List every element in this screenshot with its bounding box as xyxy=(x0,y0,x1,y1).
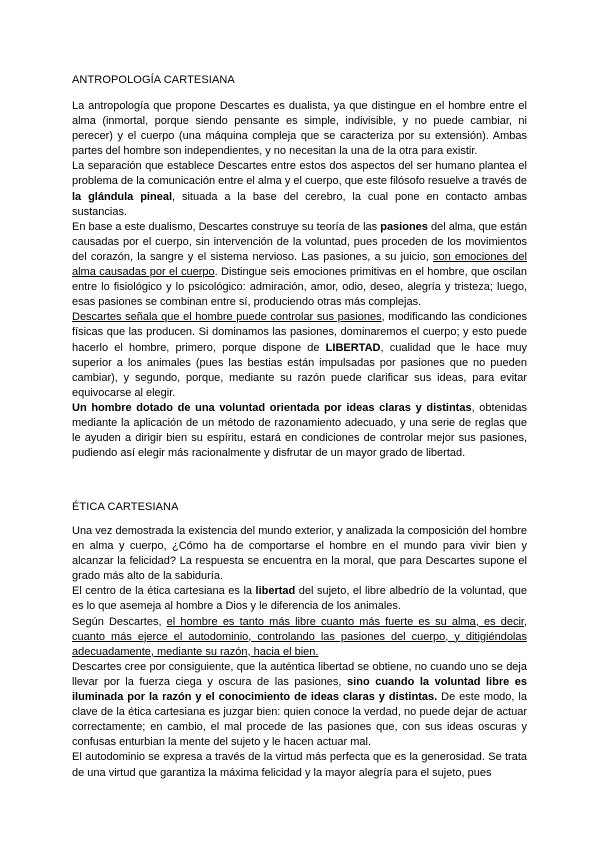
paragraph-text: La separación que establece Descartes entre estos dos aspectos del ser humano plantea el problema de la comunicación entre el alma y el cuerpo, que este filósofo resuelve a través de xyxy=(72,160,527,188)
paragraph-text: Descartes cree por consiguiente, que la auténtica libertad se obtiene, no cuando uno se deja llevar por la fuerza ciega y oscura de las pasiones, xyxy=(72,660,527,688)
paragraph xyxy=(72,524,527,584)
paragraph xyxy=(72,401,527,461)
paragraph xyxy=(72,660,527,751)
paragraph-text: Según Descartes, xyxy=(72,615,167,628)
paragraph-text: del sujeto, el libre albedrío de la voluntad, que es lo que asemeja al hombre a Dios y le diferencia de los animales. xyxy=(72,585,527,613)
section-body-etica xyxy=(72,524,527,781)
paragraph xyxy=(72,310,527,401)
paragraph-text: , situada a la base del cerebro, la cual pone en contacto ambas sustancias. xyxy=(72,190,528,218)
underlined-text: Descartes señala que el hombre puede controlar sus pasiones xyxy=(72,311,382,324)
bold-text: la glándula pineal xyxy=(72,190,172,203)
paragraph-text: En base a este dualismo, Descartes construye su teoría de las xyxy=(72,220,381,233)
paragraph-text: , modificando las condiciones físicas que las producen. Si dominamos las pasiones, dominaremos el cuerpo; y esto puede hacerlo el hombre, primero, porque dispone de xyxy=(72,311,527,354)
bold-text: LIBERTAD xyxy=(325,341,381,354)
paragraph-text: , cualidad que le hace muy superior a los animales (pues las bestias están impulsadas por pasiones que no pueden cambiar), y segundo, porque, mediante su razón puede clarificar sus ideas, para evitar equivocarse al elegir. xyxy=(72,341,527,399)
section-body-antropologia xyxy=(72,99,527,461)
bold-text: libertad xyxy=(255,585,296,598)
paragraph-text: La antropología que propone Descartes es dualista, ya que distingue en el hombre entre el alma (inmortal, porque siendo pensante es simple, indivisible, y no puede cambiar, ni perecer) y el cuerpo (una máquina compleja que se caracteriza por su extensión). Ambas partes del hombre son independientes, y no necesitan la una de la otra para existir. xyxy=(72,100,527,158)
section-title-etica: ÉTICA CARTESIANA xyxy=(72,501,179,513)
paragraph xyxy=(72,220,527,311)
underlined-text: el hombre es tanto más libre cuanto más fuerte es su alma, es decir, cuanto más ejerce el autodominio, controlando las pasiones del cuerpo, y ditigiéndolas adecuadamente, mediante su razón, hacia el bien. xyxy=(72,615,527,658)
paragraph xyxy=(72,584,527,614)
paragraph-text: . Distingue seis emociones primitivas en el hombre, que oscilan entre lo fisiológico y lo psicológico: admiración, amor, odio, deseo, alegría y tristeza; luego, esas pasiones se combinan entre sí, produciendo otras más complejas. xyxy=(72,266,528,309)
paragraph xyxy=(72,615,527,660)
bold-text: pasiones xyxy=(380,220,428,233)
paragraph-text: El autodominio se expresa a través de la virtud más perfecta que es la generosidad. Se trata de una virtud que garantiza la máxima felicidad y la mayor alegría para el sujeto, pues xyxy=(72,751,527,779)
paragraph xyxy=(72,159,527,219)
paragraph-text: El centro de la ética cartesiana es la xyxy=(72,585,256,598)
paragraph-text: Una vez demostrada la existencia del mundo exterior, y analizada la composición del hombre en alma y cuerpo, ¿Cómo ha de comportarse el hombre en el mundo para vivir bien y alcanzar la felicidad? La respuesta se encuentra en la moral, que para Descartes supone el grado más alto de la sabiduría. xyxy=(72,525,527,583)
bold-text: sino cuando la voluntad libre es iluminada por la razón y el conocimiento de ideas claras y distintas. xyxy=(72,675,528,704)
paragraph-text: De este modo, la clave de la ética cartesiana es juzgar bien: quien conoce la verdad, no puede dejar de actuar correctamente; en cambio, el mal procede de las pasiones que, con sus ideas oscuras y confusas enturbian la mente del sujeto y le hacen actuar mal. xyxy=(72,691,527,749)
paragraph xyxy=(72,99,527,159)
bold-text: Un hombre dotado de una voluntad orientada por ideas claras y distintas xyxy=(72,401,472,414)
paragraph xyxy=(72,750,527,780)
paragraph-text: del alma, que están causadas por el cuerpo, sin intervención de la voluntad, pues proceden de los movimientos del corazón, la sangre y el sistema nervioso. Las pasiones, a su juicio, xyxy=(72,220,527,263)
underlined-text: son emociones del alma causadas por el cuerpo xyxy=(72,250,527,279)
section-title-antropologia: ANTROPOLOGÍA CARTESIANA xyxy=(72,74,235,86)
paragraph-text: , obtenidas mediante la aplicación de un método de razonamiento adecuado, y una serie de reglas que le ayuden a dirigir bien su espíritu, estará en condiciones de controlar mejor sus pasiones, pudiendo así elegir más racionalmente y disfrutar de un mayor grado de libertad. xyxy=(72,401,527,460)
